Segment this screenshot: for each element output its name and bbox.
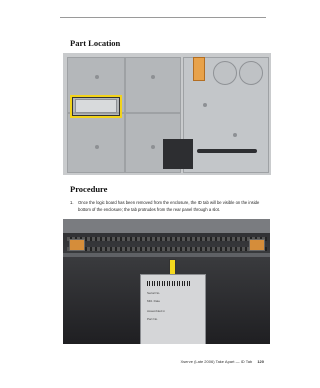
cable	[197, 149, 257, 153]
screw	[203, 103, 207, 107]
procedure-heading: Procedure	[70, 184, 108, 194]
id-tab-callout	[70, 95, 122, 118]
screw	[151, 75, 155, 79]
page-footer	[181, 359, 264, 364]
screw	[95, 75, 99, 79]
enclosure-photo	[63, 53, 271, 175]
connector-right	[249, 239, 265, 251]
connector-left	[69, 239, 85, 251]
vent	[67, 237, 267, 241]
header-rule	[60, 17, 266, 18]
id-tab-line: Part No.	[147, 317, 159, 321]
page-number: 120	[257, 359, 264, 364]
cable-connector	[193, 57, 205, 81]
id-tab-line: Serial No.	[147, 291, 161, 295]
heatsink	[163, 139, 193, 169]
step-number: 1.	[70, 200, 74, 205]
screw	[233, 133, 237, 137]
step-text: Once the logic board has been removed from the enclosure, the ID tab will be visible on the inside bottom of the enclosure; the tab protrudes from the rear panel through a slot.	[78, 200, 260, 212]
enclosure-floor-left	[67, 113, 125, 173]
screw	[151, 145, 155, 149]
screw	[95, 145, 99, 149]
part-location-heading: Part Location	[70, 38, 121, 48]
barcode	[147, 281, 191, 286]
fan	[239, 61, 263, 85]
rear-panel-photo	[63, 219, 270, 344]
vent	[67, 247, 267, 251]
rear-panel-edge	[63, 253, 270, 257]
rear-panel-top	[63, 219, 270, 233]
footer-title: Xserve (Late 2006) Take Apart — ID Tab	[180, 359, 253, 364]
id-tab-line: Mfd. Date	[147, 299, 161, 303]
id-tab-line: Assembled in	[147, 309, 166, 313]
id-tab	[140, 274, 206, 344]
fan	[213, 61, 237, 85]
drive-bay-center	[125, 57, 181, 113]
